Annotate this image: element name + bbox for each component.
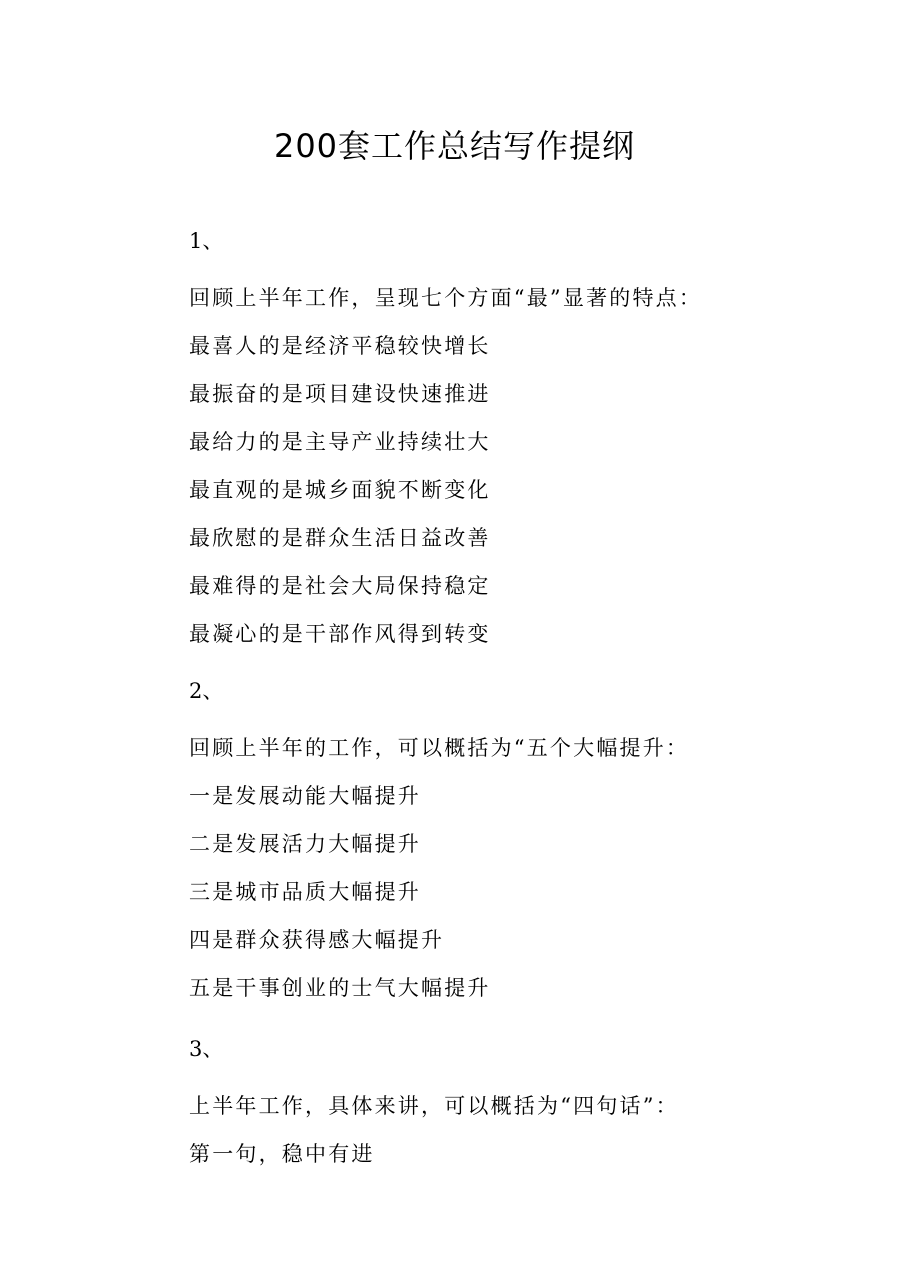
section-number: 1、: [189, 229, 224, 253]
section-3: [189, 1034, 829, 1178]
section-1: [189, 226, 829, 658]
section-intro: 回顾上半年的工作，可以概括为“五个大幅提升：: [189, 736, 690, 760]
list-item: 最凝心的是干部作风得到转变: [189, 622, 491, 646]
section-intro: 回顾上半年工作，呈现七个方面“最”显著的特点：: [189, 286, 703, 310]
list-item: 一是发展动能大幅提升: [189, 784, 421, 808]
section-2: [189, 676, 829, 1012]
list-item: 最难得的是社会大局保持稳定: [189, 574, 491, 598]
section-number: 2、: [189, 679, 224, 703]
list-item: 三是城市品质大幅提升: [189, 880, 421, 904]
list-item: 二是发展活力大幅提升: [189, 832, 421, 856]
list-item: 最欣慰的是群众生活日益改善: [189, 526, 491, 550]
list-item: 最给力的是主导产业持续壮大: [189, 430, 491, 454]
list-item: 五是干事创业的士气大幅提升: [189, 976, 491, 1000]
list-item: 最喜人的是经济平稳较快增长: [189, 334, 491, 358]
document-title: 200套工作总结写作提纲: [273, 127, 636, 165]
list-item: 四是群众获得感大幅提升: [189, 928, 445, 952]
list-item: 最振奋的是项目建设快速推进: [189, 382, 491, 406]
list-item: 最直观的是城乡面貌不断变化: [189, 478, 491, 502]
section-intro: 上半年工作，具体来讲，可以概括为“四句话”：: [189, 1094, 679, 1118]
list-item: 第一句，稳中有进: [189, 1142, 375, 1166]
section-number: 3、: [189, 1037, 224, 1061]
